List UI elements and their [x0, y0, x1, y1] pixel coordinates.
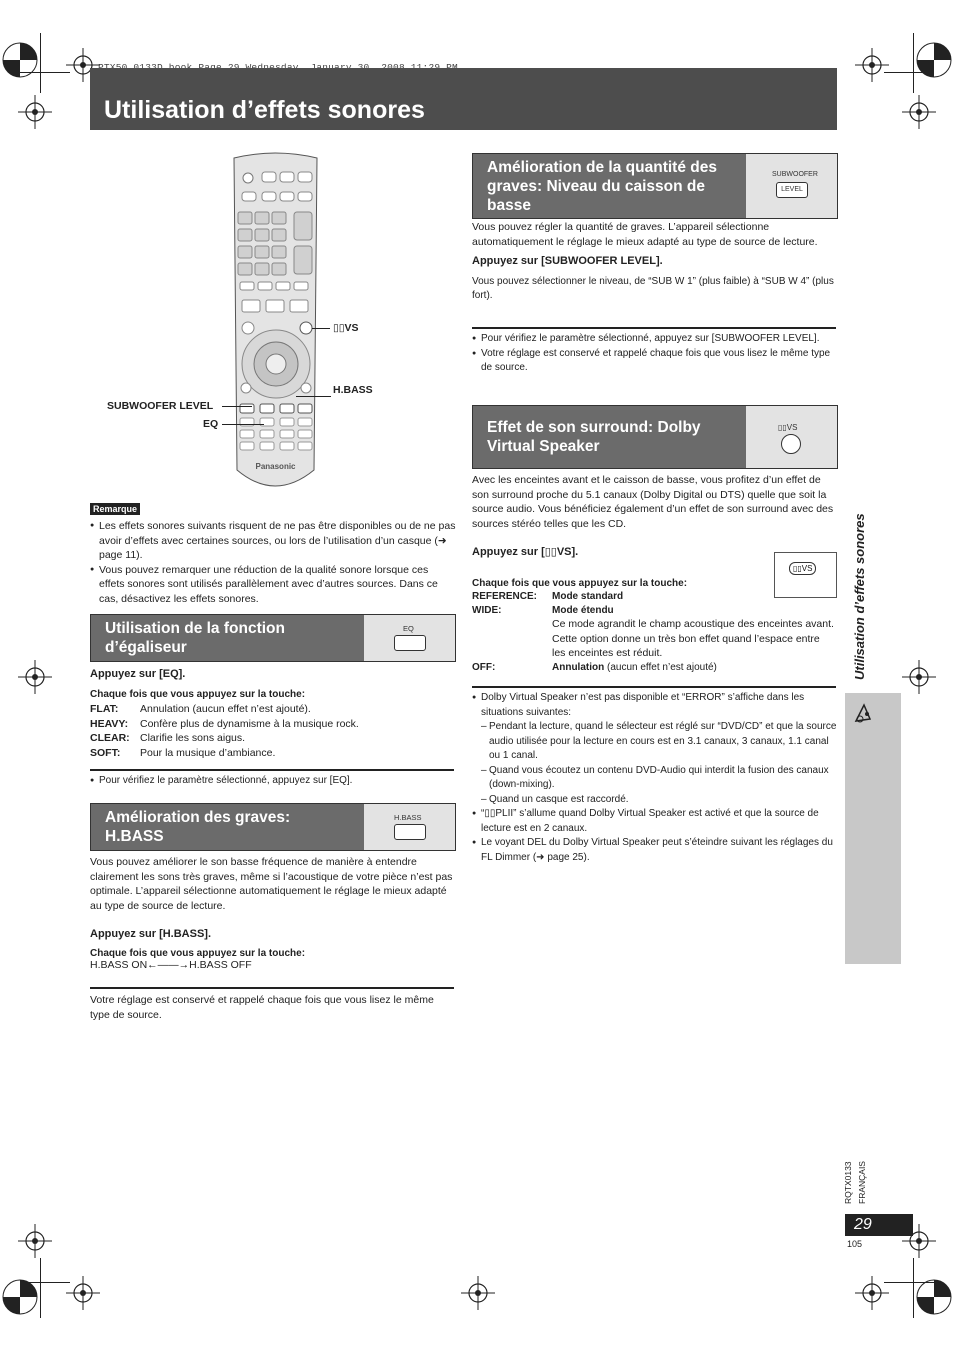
page-number: 29 [845, 1214, 913, 1236]
remarque-item: ● Vous pouvez remarquer une réduction de la qualité sonore lorsque ces effets sonores sont utilisés parallèlement avec d’autres sources. Dans ce cas, désactivez les effets sonores. [90, 563, 456, 607]
eq-mode-value: Clarifie les sons aigus. [140, 732, 246, 744]
surround-mode-row [472, 590, 836, 604]
surround-mode-extra: Ce mode agrandit le champ acoustique des enceintes avant. Cette option donne un très bon effet quand l’espace entre les enceintes est réduit. [552, 618, 834, 659]
surround-mode-row [472, 604, 836, 618]
registration-mark-left-top [18, 95, 52, 134]
surround-dash-item: – Quand un casque est raccordé. [472, 793, 838, 808]
subwoofer-button-panel [746, 154, 837, 218]
color-wheel-bottom-right [914, 1277, 954, 1322]
registration-mark-right-top [902, 95, 936, 134]
hbass-button-label: H.BASS [394, 813, 422, 822]
surround-section-body [472, 473, 836, 560]
leader-line-eq [222, 424, 264, 425]
color-wheel-bottom-left [0, 1277, 40, 1322]
subwoofer-note: ● Votre réglage est conservé et rappelé chaque fois que vous lisez le même type de source. [472, 347, 836, 376]
hbass-divider [90, 987, 454, 989]
eq-section-header [90, 614, 456, 662]
leader-line-hbass [296, 396, 331, 397]
remarque-block [90, 499, 456, 606]
surround-mode-value: Annulation [552, 661, 605, 673]
surround-mode-value: Mode étendu [552, 604, 614, 616]
eq-section-body [90, 667, 454, 760]
remarque-tag: Remarque [90, 503, 140, 515]
remote-label-hbass: H.BASS [333, 384, 373, 396]
eq-mode-value: Pour la musique d’ambiance. [140, 746, 276, 759]
crop-line [913, 33, 914, 93]
crop-line [884, 1282, 934, 1283]
hbass-button-panel [364, 804, 455, 850]
eq-button-label: EQ [403, 624, 414, 633]
surround-note: ● Le voyant DEL du Dolby Virtual Speaker peut s’éteindre suivant les réglages du FL Dimmer (➜ page 25). [472, 836, 838, 865]
eq-mode-row [90, 702, 454, 717]
eq-mode-key: CLEAR: [90, 732, 130, 744]
registration-mark-top-right [855, 48, 889, 87]
eq-button-panel [364, 615, 455, 661]
hbass-section-header [90, 803, 456, 851]
surround-press-instruction: Appuyez sur [▯▯VS]. [472, 546, 579, 558]
side-tab [845, 693, 901, 964]
surround-mode-value: Mode standard [552, 591, 624, 602]
eq-each-press: Chaque fois que vous appuyez sur la touche: [90, 688, 306, 700]
remote-control-illustration [228, 150, 323, 495]
side-section-title [848, 490, 873, 690]
side-section-title-text: Utilisation d’effets sonores [852, 513, 867, 680]
subwoofer-notes [472, 332, 836, 376]
subwoofer-note: ● Pour vérifiez le paramètre sélectionné, appuyez sur [SUBWOOFER LEVEL]. [472, 332, 836, 347]
remote-label-subwoofer: SUBWOOFER LEVEL [107, 400, 214, 412]
surround-mode-key: WIDE: [472, 604, 502, 616]
subwoofer-divider [472, 327, 836, 329]
surround-mode-key: OFF: [472, 661, 496, 673]
subwoofer-section-title: Amélioration de la quantité des graves: Niveau du caisson de basse [473, 154, 746, 218]
remote-brand: Panasonic [255, 462, 296, 471]
surround-note: ● “▯▯PLII” s’allume quand Dolby Virtual Speaker est activé et que la source de lecture est en 2 canaux. [472, 807, 838, 836]
surround-mode-extra: (aucun effet n’est ajouté) [604, 661, 717, 673]
eq-mode-row [90, 717, 454, 732]
crop-line [20, 1282, 70, 1283]
dolby-logo-icon [850, 701, 876, 727]
subwoofer-press-instruction: Appuyez sur [SUBWOOFER LEVEL]. [472, 255, 663, 267]
remarque-item: ● Les effets sonores suivants risquent de ne pas être disponibles ou de ne pas avoir d’effets avec certaines sources, ou lors de l’utilisation d’un casque (➜ page 11). [90, 519, 456, 563]
surround-note-intro: ● Dolby Virtual Speaker n’est pas disponible et “ERROR” s’affiche dans les situations suivantes: [472, 691, 838, 720]
crop-line [40, 33, 41, 93]
eq-section-title: Utilisation de la fonction d’égaliseur [91, 615, 364, 661]
hbass-note: Votre réglage est conservé et rappelé chaque fois que vous lisez le même type de source. [90, 994, 434, 1021]
surround-divider [472, 686, 836, 688]
eq-mode-value: Confère plus de dynamisme à la musique rock. [140, 717, 359, 730]
color-wheel-top-left [0, 40, 40, 85]
hbass-section-title: Amélioration des graves: H.BASS [91, 804, 364, 850]
eq-divider [90, 769, 454, 771]
surround-mode-key: REFERENCE: [472, 591, 538, 602]
hbass-button-icon [394, 824, 426, 840]
subwoofer-levels: Vous pouvez sélectionner le niveau, de “SUB W 1” (plus faible) à “SUB W 4” (plus fort). [472, 275, 834, 301]
eq-mode-key: FLAT: [90, 703, 119, 715]
surround-dash-item: – Pendant la lecture, quand le sélecteur est réglé sur “DVD/CD” et que la source audio utilisée pour la lecture en cours est en 3.1 canaux, 3 canaux, 1.1 canal ou 1 canal. [472, 720, 838, 764]
registration-mark-left-middle [18, 660, 52, 699]
eq-mode-key: SOFT: [90, 746, 121, 759]
crop-line [40, 1258, 41, 1318]
registration-mark-bottom-left [66, 1276, 100, 1315]
eq-mode-row [90, 731, 454, 746]
page-title: Utilisation d’effets sonores [104, 96, 425, 124]
surround-button-panel [746, 406, 837, 468]
subwoofer-button-icon: LEVEL [776, 182, 808, 198]
eq-note: ● Pour vérifiez le paramètre sélectionné, appuyez sur [EQ]. [90, 774, 463, 789]
document-code: RQTX0133 [843, 1161, 853, 1204]
subwoofer-section-header [472, 153, 838, 219]
hbass-intro: Vous pouvez améliorer le son basse fréquence de manière à entendre clairement les sons très graves, même si l’acoustique de votre pièce n’est pas optimale. L’appareil sélectionne automatiquement le réglage le mieux adapté au type de source de lecture. [90, 856, 453, 912]
hbass-press-instruction: Appuyez sur [H.BASS]. [90, 928, 212, 940]
hbass-section-body [90, 855, 456, 971]
eq-mode-row [90, 746, 454, 761]
surround-dash-item: – Quand vous écoutez un contenu DVD-Audio qui interdit la fusion des canaux (down-mixing). [472, 764, 838, 793]
surround-each-press: Chaque fois que vous appuyez sur la touche: [472, 578, 688, 589]
subwoofer-button-top-label: SUBWOOFER [772, 171, 818, 178]
remote-label-dvs: ▯▯VS [333, 322, 359, 334]
surround-mode-row [472, 661, 836, 675]
registration-mark-bottom-center [461, 1276, 495, 1315]
crop-line [20, 72, 70, 73]
surround-intro: Avec les enceintes avant et le caisson de basse, vous profitez d’un effet de son surround proche du 5.1 canaux (Dolby Digital ou DTS) quelle que soit la source audio. Vous bénéficiez également d’un effet de son surround avec des sources stéréo telles que les CD. [472, 474, 834, 530]
remote-label-eq: EQ [203, 418, 219, 430]
eq-mode-key: HEAVY: [90, 717, 129, 730]
subwoofer-section-body [472, 220, 836, 304]
surround-display-label: ▯▯VS [789, 562, 816, 575]
registration-mark-left-bottom [18, 1224, 52, 1263]
title-bar [90, 68, 837, 130]
eq-button-icon [394, 635, 426, 651]
surround-section-title: Effet de son surround: Dolby Virtual Speaker [473, 406, 746, 468]
hbass-cycle: H.BASS ON←——→H.BASS OFF [90, 958, 252, 971]
registration-mark-right-middle [902, 660, 936, 699]
leader-line-dvs [312, 328, 330, 329]
leader-line-subwoofer [222, 406, 252, 407]
surround-section-header [472, 405, 838, 469]
color-wheel-top-right [914, 40, 954, 85]
surround-modes [472, 577, 836, 674]
document-language: FRANÇAIS [857, 1161, 867, 1204]
eq-mode-value: Annulation (aucun effet n’est ajouté). [140, 703, 311, 715]
eq-press-instruction: Appuyez sur [EQ]. [90, 668, 186, 680]
subwoofer-intro: Vous pouvez régler la quantité de graves. L’appareil sélectionne automatiquement le réglage le mieux adapté au type de source de lecture. [472, 221, 818, 248]
sub-page-number: 105 [847, 1239, 863, 1249]
hbass-each-press: Chaque fois que vous appuyez sur la touche: [90, 947, 306, 959]
surround-notes [472, 691, 838, 865]
surround-button-icon [781, 434, 801, 454]
crop-line [913, 1258, 914, 1318]
surround-button-label: ▯▯VS [778, 423, 798, 432]
crop-line [884, 72, 934, 73]
